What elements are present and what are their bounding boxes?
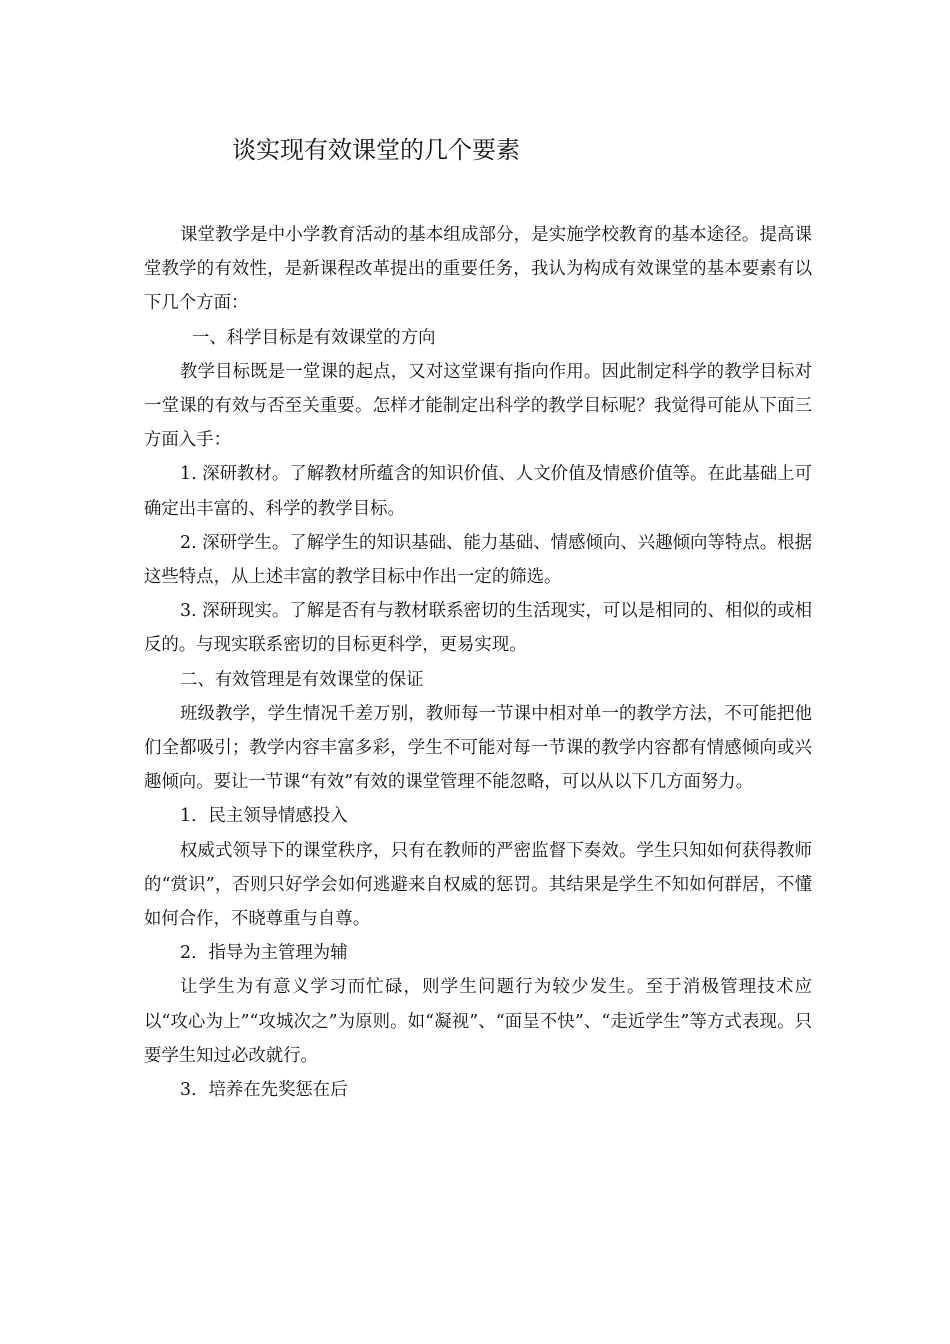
- subsection-heading: 1．民主领导情感投入: [180, 806, 348, 827]
- list-item-paragraph: 2. 深研学生。了解学生的知识基础、能力基础、情感倾向、兴趣倾向等特点。根据这些特点，从上述丰富的教学目标中作出一定的筛选。: [144, 532, 812, 588]
- intro-paragraph: 课堂教学是中小学教育活动的基本组成部分，是实施学校教育的基本途径。提高课堂教学的有效性，是新课程改革提出的重要任务，我认为构成有效课堂的基本要素有以下几个方面：: [144, 225, 812, 314]
- document-title: 谈实现有效课堂的几个要素: [232, 136, 520, 164]
- section-heading-1: 一、科学目标是有效课堂的方向: [192, 327, 436, 348]
- body-paragraph: 教学目标既是一堂课的起点，又对这堂课有指向作用。因此制定科学的教学目标对一堂课的有效与否至关重要。怎样才能制定出科学的教学目标呢？我觉得可能从下面三方面入手：: [144, 361, 812, 451]
- list-item-paragraph: 1. 深研教材。了解教材所蕴含的知识价值、人文价值及情感价值等。在此基础上可确定出丰富的、科学的教学目标。: [144, 464, 812, 519]
- body-paragraph: 班级教学，学生情况千差万别，教师每一节课中相对单一的教学方法，不可能把他们全都吸引；教学内容丰富多彩，学生不可能对每一节课的教学内容都有情感倾向或兴趣倾向。要让一节课“有效”有效的课堂管理不能忽略，可以从以下几方面努力。: [144, 703, 812, 793]
- section-heading-2: 二、有效管理是有效课堂的保证: [180, 669, 424, 690]
- body-paragraph: 权威式领导下的课堂秩序，只有在教师的严密监督下奏效。学生只知如何获得教师的“赏识”，否则只好学会如何逃避来自权威的惩罚。其结果是学生不知如何群居，不懂如何合作，不晓尊重与自尊。: [144, 840, 812, 930]
- list-item-paragraph: 3. 深研现实。了解是否有与教材联系密切的生活现实，可以是相同的、相似的或相反的。与现实联系密切的目标更科学，更易实现。: [144, 601, 812, 656]
- document-body: [144, 218, 812, 1107]
- subsection-heading: 3．培养在先奖惩在后: [180, 1080, 348, 1101]
- subsection-heading: 2．指导为主管理为辅: [180, 943, 348, 964]
- body-paragraph: 让学生为有意义学习而忙碌，则学生问题行为较少发生。至于消极管理技术应以“攻心为上”“攻城次之”为原则。如“凝视”、“面呈不快”、“走近学生”等方式表现。只要学生知过必改就行。: [144, 977, 812, 1066]
